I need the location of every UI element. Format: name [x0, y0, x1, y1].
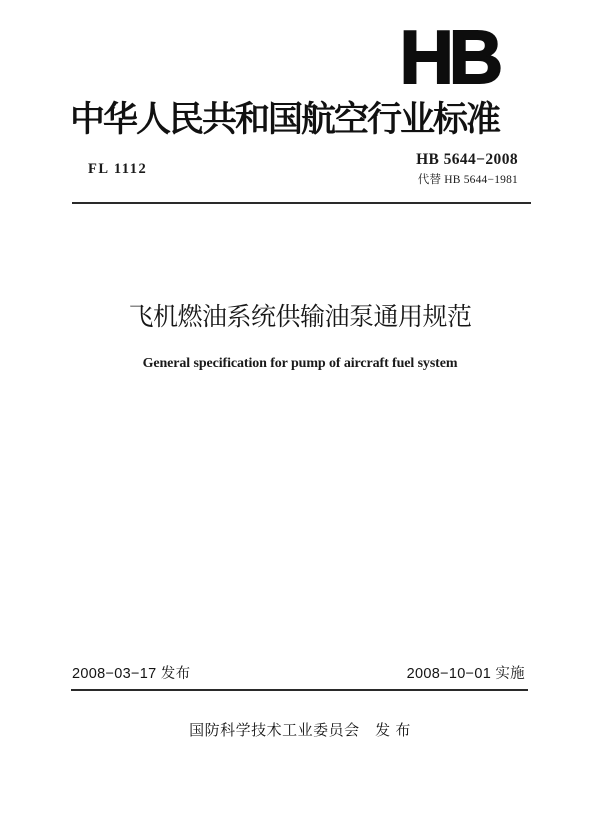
hb-logo: HB — [399, 15, 498, 99]
supersedes-note: 代替 HB 5644−1981 — [417, 174, 518, 187]
date-row — [72, 662, 525, 683]
standard-meta-row — [72, 151, 518, 187]
standard-number-block — [416, 151, 518, 187]
header-rule — [72, 202, 531, 204]
document-title-chinese: 飞机燃油系统供输油泵通用规范 — [128, 304, 472, 331]
issue-date: 2008−03−17 发布 — [72, 666, 191, 682]
footer-rule — [71, 689, 528, 691]
classification-code: FL 1112 — [88, 161, 148, 177]
standard-type-heading: 中华人民共和国航空行业标准 — [70, 100, 500, 139]
publisher: 国防科学技术工业委员会 发 布 — [189, 722, 411, 739]
implementation-date: 2008−10−01 实施 — [406, 666, 525, 682]
standard-number: HB 5644−2008 — [416, 151, 518, 168]
document-title-english: General specification for pump of aircraft fuel system — [142, 356, 458, 371]
